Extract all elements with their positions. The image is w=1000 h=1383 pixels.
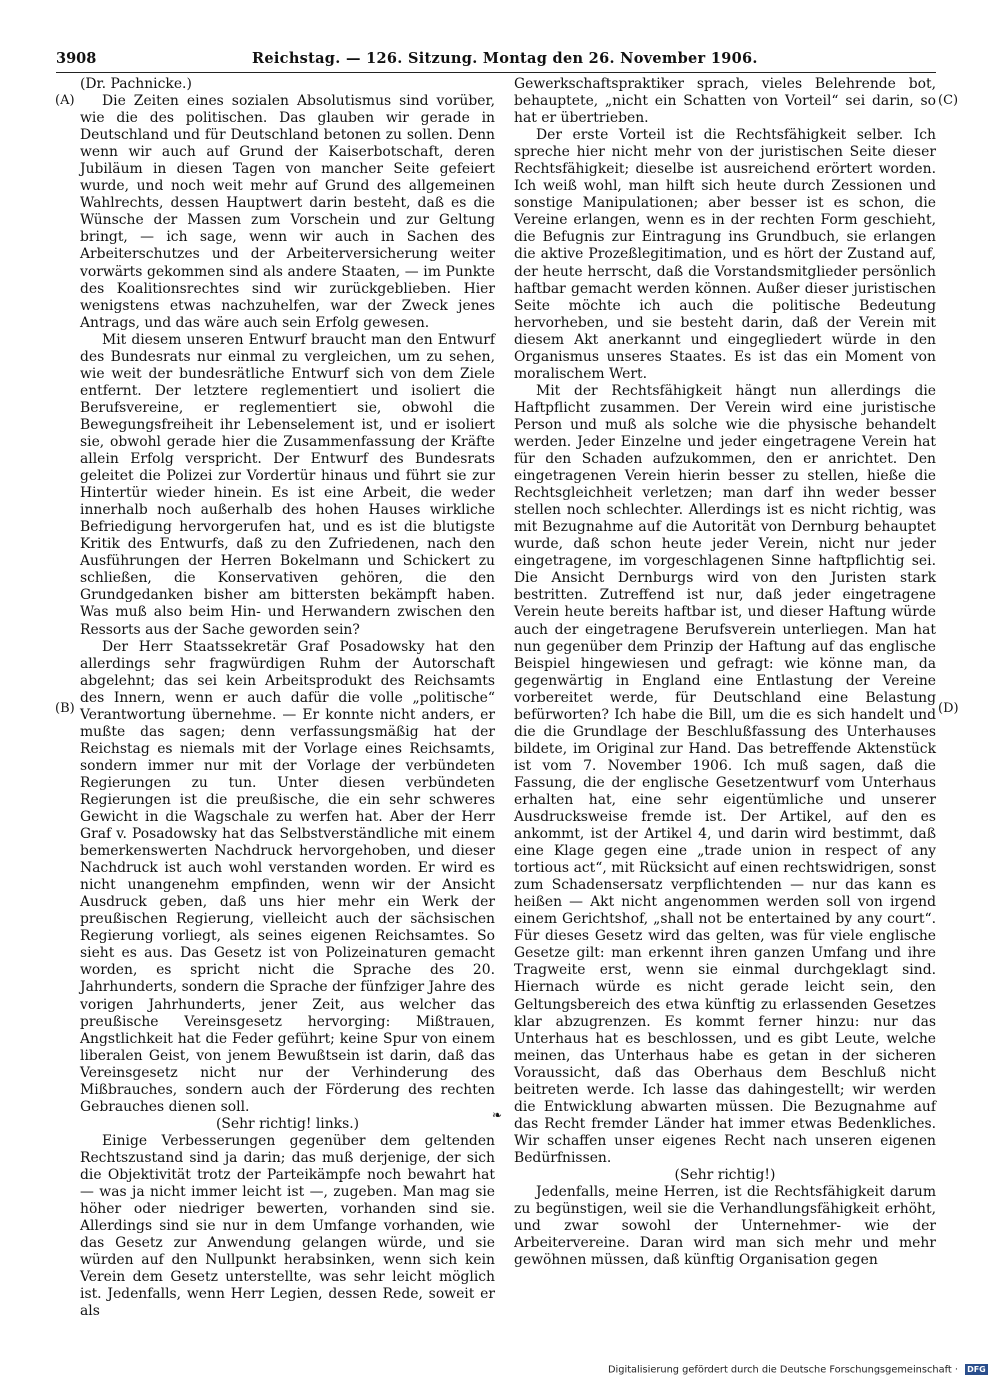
right-paragraph-2: Der erste Vorteil ist die Rechtsfähigkeit selber. Ich spreche hier nicht mehr von der juristischen Seite dieser Rechtsfähigkeit; dieselbe ist ausreichend erörtert worden. Ich weiß wohl, man hilft sich heute durch Zessionen und sonstige Manipulationen; aber besser ist es schon, die Vereine erlangen, wenn es in der rechten Form geschieht, die Befugnis zur Eintragung ins Grundbuch, sie erlangen die aktive Prozeßlegitimation, und es hört der Zustand auf, der heute herrscht, daß die Vorstandsmitglieder persönlich haftbar gemacht werden können. Außer dieser juristischen Seite möchte ich auch die politische Bedeutung hervorheben, und sie besteht darin, daß der Verein mit diesem Akt anerkannt und eingegliedert würde in den Organismus unseres Staates. Es ist das ein Moment von moralischem Wert. [514,127,936,382]
footer-text: Digitalisierung gefördert durch die Deutsche Forschungsgemeinschaft · [608,1364,958,1376]
margin-marker-b: (B) [55,701,75,716]
footer [608,1364,988,1378]
page-number: 3908 [56,50,97,67]
right-interjection: (Sehr richtig!) [674,1167,776,1183]
right-column [514,76,936,1269]
right-paragraph-1: Gewerkschaftspraktiker sprach, vieles Belehrende bot, behauptete, „nicht ein Schatten von Vorteil“ sei darin, so hat er übertrieben. [514,76,936,127]
left-paragraph-1: Die Zeiten eines sozialen Absolutismus sind vorüber, wie die des politischen. Das glauben wir gerade in Deutschland und für Deutschland betonen zu sollen. Denn wenn wir auch auf Grund der Kaiserbotschaft, deren Jubiläum in diesen Tagen von mancher Seite gefeiert wurde, und noch weit mehr auf Grund des allgemeinen Wahlrechts, dessen Hauptwert darin besteht, daß es die Wünsche der Massen zum Vorschein und zur Geltung bringt, — ich sage, wenn wir auch in Sachen des Arbeiterschutzes und der Arbeiterversicherung weiter vorwärts gekommen sind als andere Staaten, — im Punkte des Koalitionsrechtes sind wir zurückgeblieben. Hier wenigstens etwas nachzuhelfen, war der Zweck jenes Antrags, und das wäre auch sein Erfolg gewesen. [80,93,495,331]
header-rule [56,72,936,73]
margin-marker-a: (A) [55,93,75,108]
left-column [80,76,495,1320]
page-header [56,50,936,70]
speaker-label: (Dr. Pachnicke.) [80,76,192,92]
page-title: Reichstag. — 126. Sitzung. Montag den 26. November 1906. [252,50,758,67]
margin-marker-c: (C) [938,93,959,108]
left-paragraph-2: Mit diesem unseren Entwurf braucht man den Entwurf des Bundesrats nur einmal zu vergleichen, um zu sehen, wie weit der bundesrätliche Entwurf sich von dem Ziele entfernt. Der letztere reglementiert und isoliert die Berufsvereine, er reglementiert sie, obwohl die Bewegungsfreiheit ihr Lebenselement ist, und er isoliert sie, obwohl gerade hier die Zusammenfassung der Kräfte allein Erfolg verspricht. Der Entwurf des Bundesrats geleitet die Polizei zur Vordertür hinaus und führt sie zur Hintertür wieder hinein. Es ist eine Arbeit, die weder innerhalb noch außerhalb des hohen Hauses wirkliche Befriedigung hervorgerufen hat, und es ist die blutigste Kritik des Entwurfs, daß zu den Zufriedenen, nach den Ausführungen der Herren Bokelmann und Schickert zu schließen, die Konservativen gehören, die den Grundgedanken bisher am bittersten bekämpft haben. Was muß also beim Hin- und Herwandern zwischen den Ressorts aus der Sache geworden sein? [80,331,495,638]
ornament-icon: ❧ [492,1108,503,1122]
left-paragraph-4: Einige Verbesserungen gegenüber dem geltenden Rechtszustand sind ja darin; das muß derjenige, der sich die Objektivität trotz der Parteikämpfe noch bewahrt hat — was ja nicht immer leicht ist —, zugeben. Man mag sie höher oder niedriger bewerten, vorhanden sind sie. Allerdings sind sie nur in dem Umfange vorhanden, wie das Gesetz zur Anwendung gelangen würde, und sie würden auf den Nullpunkt herabsinken, wenn sich kein Verein dem Gesetz unterstellte, was sehr leicht möglich ist. Jedenfalls, wenn Herr Legien, dessen Rede, soweit er als [80,1132,495,1320]
margin-marker-d: (D) [938,701,959,716]
right-paragraph-4: Jedenfalls, meine Herren, ist die Rechtsfähigkeit darum zu begünstigen, weil sie die Verhandlungsfähigkeit erhöht, und zwar sowohl der Unternehmer- wie der Arbeitervereine. Daran wird man sich mehr und mehr gewöhnen müssen, daß künftig Organisation gegen [514,1184,936,1269]
dfg-logo-icon: DFG [967,1365,986,1374]
left-interjection: (Sehr richtig! links.) [215,1115,360,1132]
right-paragraph-3: Mit der Rechtsfähigkeit hängt nun allerdings die Haftpflicht zusammen. Der Verein wird eine juristische Person und muß als solche wie die physische behandelt werden. Jeder Einzelne und jeder eingetragene Verein hat für den Schaden aufzukommen, den er anrichtet. Den eingetragenen Verein hierin besser zu stellen, hieße die Rechtsgleichheit verletzen; man darf ihn weder besser stellen noch schlechter. Allerdings ist es nicht richtig, was mit Bezugnahme auf die Autorität von Dernburg behauptet wurde, daß schon heute jeder Verein, nicht nur jeder eingetragene, im vorgeschlagenen Sinne haftpflichtig sei. Die Ansicht Dernburgs wird von den Juristen stark bestritten. Zutreffend ist nur, daß jeder eingetragene Verein heute bereits haftbar ist, und dieser Haftung würde auch der eingetragene Berufsverein unterliegen. Man hat nun gegenüber dem Prinzip der Haftung auf das englische Beispiel hingewiesen und gefragt: wie könne man, da gegenwärtig in England eine Entlastung der Vereine vorbereitet werde, für Deutschland eine Belastung befürworten? Ich habe die Bill, um die es sich handelt und die die Grundlage der Beschlußfassung des Unterhauses bildete, im Original zur Hand. Das betreffende Aktenstück ist vom 7. November 1906. Ich muß sagen, daß die Fassung, die der englische Gesetzentwurf vom Unterhaus erhalten hat, eine sehr eigentümliche und unserer Ausdrucksweise fremde ist. Der Artikel, auf den es ankommt, ist der Artikel 4, und darin wird bestimmt, daß eine Klage gegen eine „trade union in respect of any tortious act“, mit Rücksicht auf einen rechtswidrigen, sonst zum Schadensersatz verpflichtenden — nur das kann es heißen — Akt nicht angenommen werden soll von irgend einem Gerichtshof, „shall not be entertained by any court“. Für dieses Gesetz wird das gelten, was für viele englische Gesetze gilt: man erkennt ihren ganzen Umfang und ihre Tragweite erst, wenn sie einmal durchgeklagt sind. Hiernach würde es nicht gerade leicht sein, den Geltungsbereich des etwa künftig zu erlassenden Gesetzes klar abzugrenzen. Es kommt ferner hinzu: nur das Unterhaus hat es beschlossen, und es gibt Leute, welche meinen, das Unterhaus habe es getan in der sicheren Voraussicht, daß das Oberhaus dem Beschluß nicht beitreten werde. Ich lasse das dahingestellt; wir werden die Entwicklung abwarten müssen. Die Bezugnahme auf das Recht fremder Länder hat immer etwas Bedenkliches. Wir schaffen unser eigenes Recht nach unseren eigenen Bedürfnissen. [514,382,936,1166]
left-paragraph-3: Der Herr Staatssekretär Graf Posadowsky hat den allerdings sehr fragwürdigen Ruhm der Autorschaft abgelehnt; das sei kein Arbeitsprodukt des Reichsamts des Innern, wenn er auch dafür die volle „politische“ Verantwortung übernehme. — Er konnte nicht anders, er mußte das sagen; denn verfassungsmäßig hat der Reichstag es niemals mit der Vorlage eines Reichsamts, sondern immer nur mit der Vorlage der verbündeten Regierungen zu tun. Unter diesen verbündeten Regierungen ist die preußische, die ein sehr schweres Gewicht in die Wagschale zu werfen hat. Aber der Herr Graf v. Posadowsky hat das Selbstverständliche mit einem bemerkenswerten Nachdruck hervorgehoben, und dieser Nachdruck ist auch wohl verstanden worden. Er wird es nicht unangenehm empfinden, wenn wir der Ansicht Ausdruck geben, daß uns hier mehr ein Werk der preußischen Regierung, vielleicht auch der sächsischen Regierung vorliegt, als seines eigenen Reichsamtes. So sieht es aus. Das Gesetz ist von Polizeinaturen gemacht worden, es spricht nicht die Sprache des 20. Jahrhunderts, sondern die Sprache der fünfziger Jahre des vorigen Jahrhunderts, jener Zeit, aus welcher das preußische Vereinsgesetz hervorging: Mißtrauen, Angstlichkeit hat die Feder geführt; keine Spur von einem liberalen Geist, von jenem Bewußtsein ist darin, daß das Vereinsgesetz nicht nur der Verhinderung des Mißbrauches, sondern auch der Förderung des rechten Gebrauches dienen soll. [80,638,495,1115]
